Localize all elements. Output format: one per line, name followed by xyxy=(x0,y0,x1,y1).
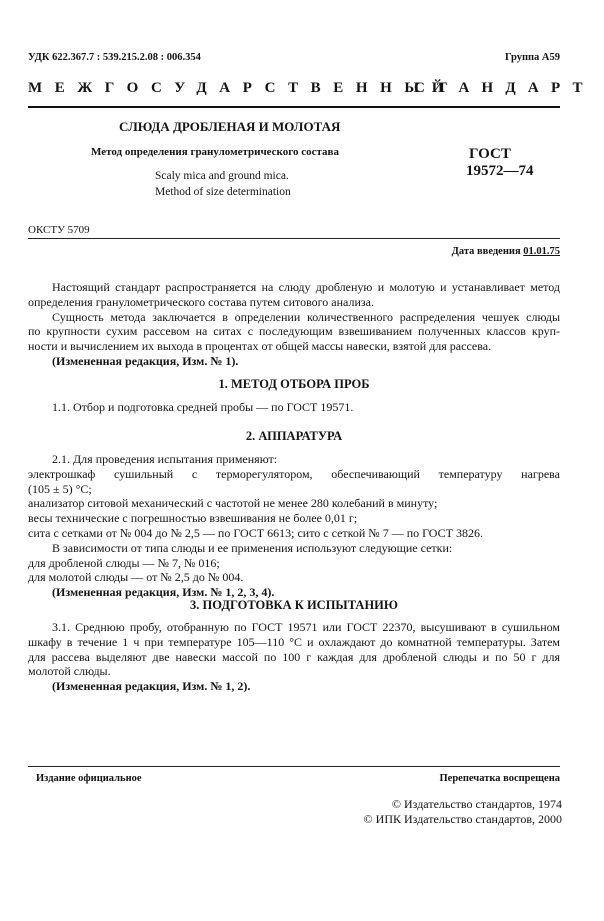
section3-body xyxy=(28,620,560,694)
introduction-date-label: Дата введения xyxy=(451,246,521,257)
introduction-date-value: 01.01.75 xyxy=(523,246,560,257)
text-line: 2.1. Для проведения испытания применяют: xyxy=(52,452,278,466)
text-line: для молотой слюды — от № 2,5 до № 004. xyxy=(28,570,244,585)
english-title-line1: Scaly mica and ground mica. xyxy=(155,170,289,182)
document-subtitle: Метод определения гранулометрического состава xyxy=(91,146,339,158)
copyright-1974: © Издательство стандартов, 1974 xyxy=(391,797,562,811)
standard-type-word1: МЕЖГОСУДАРСТВЕННЫЙ xyxy=(28,80,457,96)
edit-note: (Измененная редакция, Изм. № 1, 2). xyxy=(52,679,251,694)
text-line: (105 ± 5) °С; xyxy=(28,481,92,496)
text-line: Настоящий стандарт распространяется на слюду дробленую и молотую и устанавливает метод xyxy=(52,280,560,294)
text-line: молотой слюды. xyxy=(28,664,111,679)
text-line: для дробленой слюды — № 7, № 016; xyxy=(28,555,220,570)
copyright-2000: © ИПК Издательство стандартов, 2000 xyxy=(363,812,562,826)
reprint-notice: Перепечатка воспрещена xyxy=(439,773,560,784)
section2-heading: 2. АППАРАТУРА xyxy=(245,429,343,443)
text-line: ности и вычислением их выхода в процентах от общей массы навески, взятой для рассева. xyxy=(28,339,492,354)
introduction-date xyxy=(452,246,560,257)
text-line: В зависимости от типа слюды и ее применения используют следующие сетки: xyxy=(52,540,453,555)
section1-body xyxy=(28,400,560,415)
text-line: для рассева выделяют две навески массой по 100 г каждая для дробленой слюды и по 50 г для xyxy=(28,649,560,664)
title-rule xyxy=(28,238,560,239)
header-rule xyxy=(28,106,560,108)
text-line: Сущность метода заключается в определении количественного распределения чешуек слюды xyxy=(52,309,560,324)
intro-paragraph xyxy=(28,280,560,369)
text-line: определения гранулометрического состава путем ситового анализа. xyxy=(28,294,374,309)
text-line: 3.1. Среднюю пробу, отобранную по ГОСТ 19571 или ГОСТ 22370, высушивают в сушильном xyxy=(52,620,560,634)
standard-type-word2: СТАНДАРТ xyxy=(414,80,595,96)
group-code: Группа А59 xyxy=(504,52,560,63)
section2-body xyxy=(28,452,560,600)
footer-rule xyxy=(28,766,560,767)
gost-number: 19572—74 xyxy=(466,163,534,179)
text-line: по крупности сухим рассевом на ситах с последующим взвешиванием полученных классов круп- xyxy=(28,324,560,339)
okstu-code: ОКСТУ 5709 xyxy=(28,224,90,236)
section3-heading: 3. ПОДГОТОВКА К ИСПЫТАНИЮ xyxy=(190,598,398,612)
edit-note: (Измененная редакция, Изм. № 1, 2, 3, 4). xyxy=(52,585,275,600)
gost-label: ГОСТ xyxy=(469,146,511,162)
text-line: сита с сетками от № 004 до № 2,5 — по ГОСТ 6613; сито с сеткой № 7 — по ГОСТ 3826. xyxy=(28,525,483,540)
section1-heading: 1. МЕТОД ОТБОРА ПРОБ xyxy=(218,377,370,391)
document-title: СЛЮДА ДРОБЛЕНАЯ И МОЛОТАЯ xyxy=(119,119,341,134)
text-line: шкафу в течение 1 ч при температуре 105—110 °С и охлаждают до комнатной температуры. Затем xyxy=(28,634,560,649)
text-line: 1.1. Отбор и подготовка средней пробы — по ГОСТ 19571. xyxy=(52,400,354,414)
english-title-line2: Method of size determination xyxy=(155,186,291,198)
text-line: электрошкаф сушильный с терморегулятором, обеспечивающий температуру нагрева xyxy=(28,466,560,481)
edit-note: (Измененная редакция, Изм. № 1). xyxy=(52,353,239,368)
official-edition: Издание официальное xyxy=(36,773,142,784)
text-line: анализатор ситовой механический с частотой не менее 280 колебаний в минуту; xyxy=(28,496,438,511)
text-line: весы технические с погрешностью взвешивания не более 0,01 г; xyxy=(28,511,358,526)
udk-code: УДК 622.367.7 : 539.215.2.08 : 006.354 xyxy=(28,52,201,63)
